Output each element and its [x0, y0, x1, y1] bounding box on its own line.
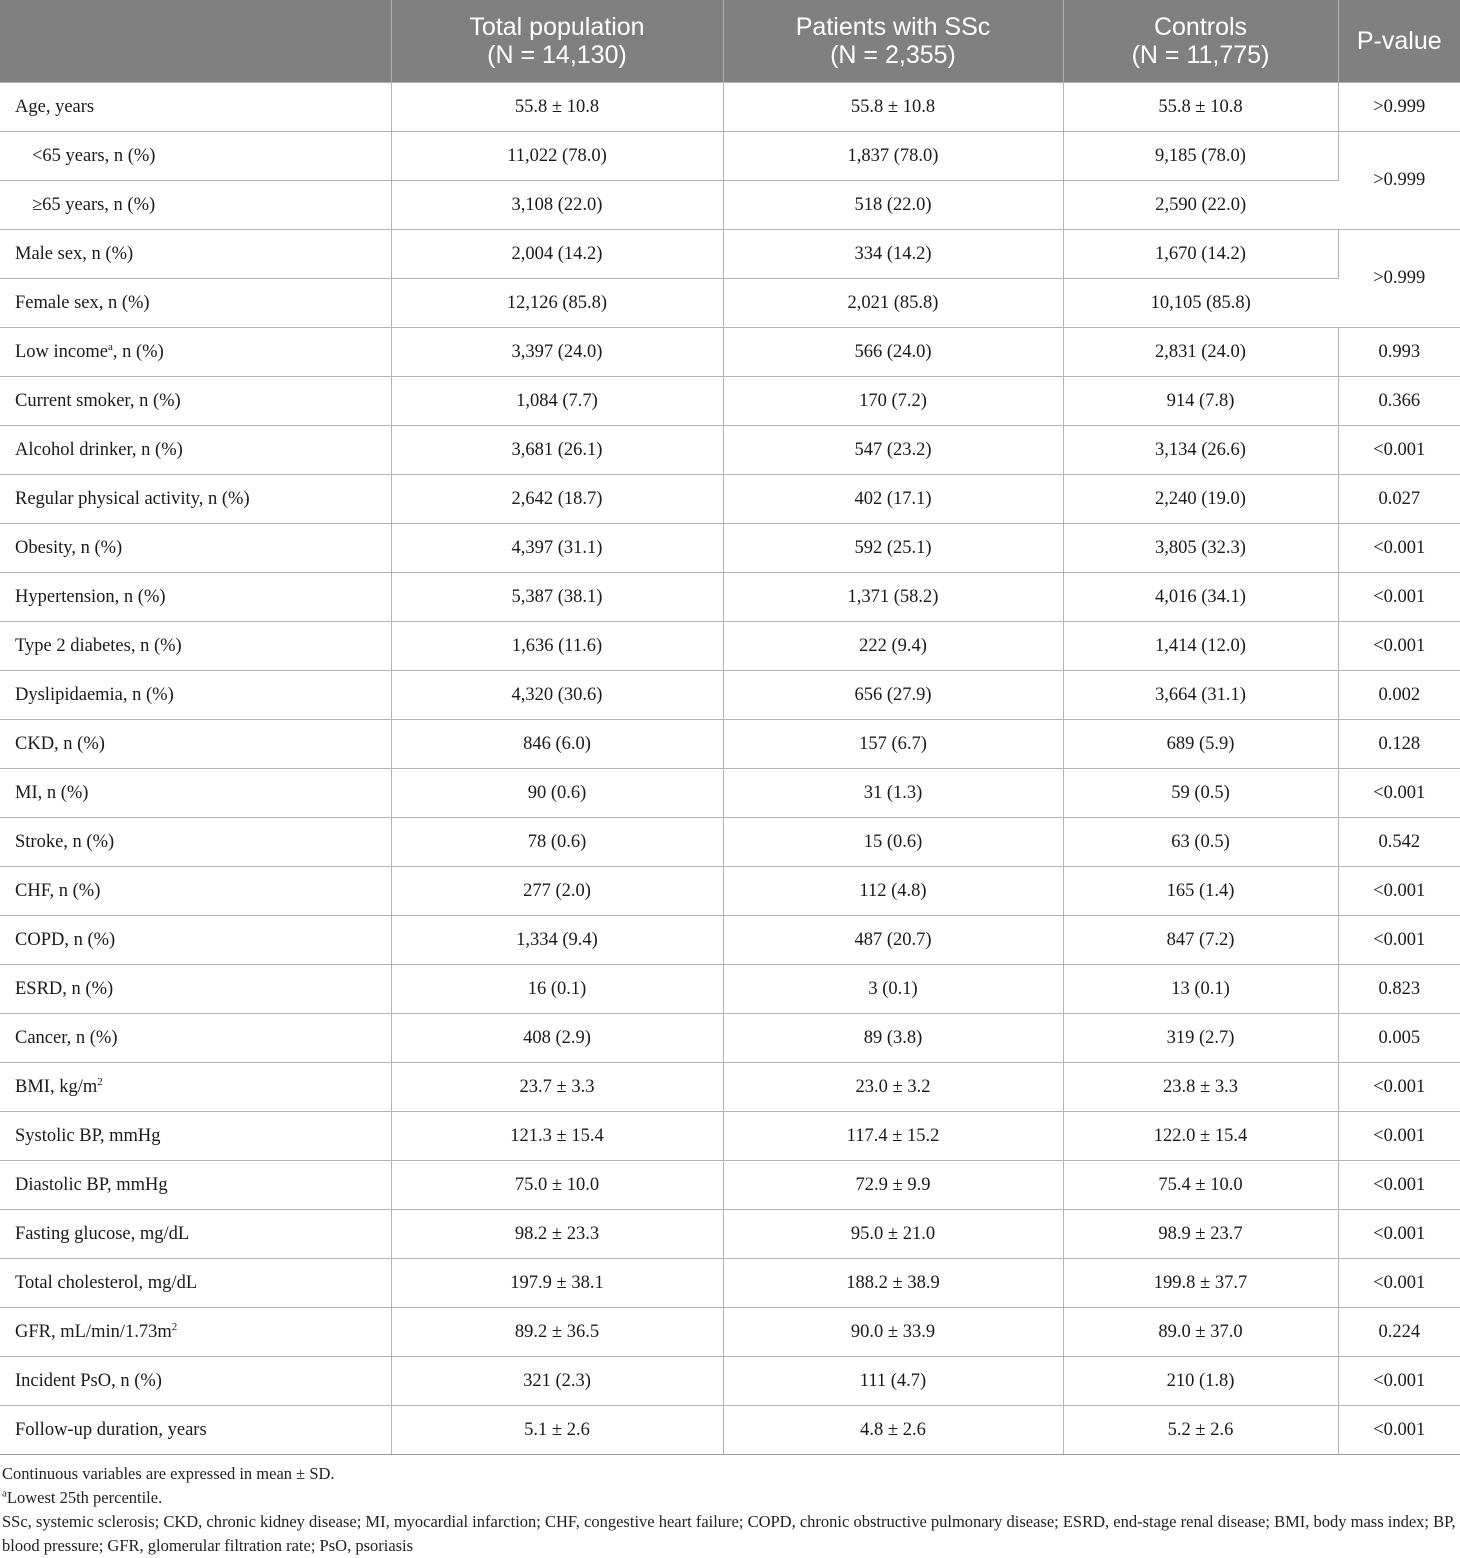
table-row [0, 1357, 1460, 1406]
row-label: Fasting glucose, mg/dL [0, 1210, 391, 1259]
cell-total: 5.1 ± 2.6 [391, 1406, 723, 1455]
cell-controls: 1,670 (14.2) [1063, 230, 1338, 279]
table-row [0, 181, 1460, 230]
cell-total: 3,108 (22.0) [391, 181, 723, 230]
cell-ssc: 566 (24.0) [723, 328, 1063, 377]
table-row [0, 1259, 1460, 1308]
cell-ssc: 188.2 ± 38.9 [723, 1259, 1063, 1308]
table-row [0, 573, 1460, 622]
table-row [0, 720, 1460, 769]
cell-ssc: 117.4 ± 15.2 [723, 1112, 1063, 1161]
cell-controls: 75.4 ± 10.0 [1063, 1161, 1338, 1210]
row-label: Low income$^a$, n (%) [0, 328, 391, 377]
cell-p-value: >0.999 [1338, 230, 1460, 328]
cell-controls: 9,185 (78.0) [1063, 132, 1338, 181]
footnote-low-income: $^a$Lowest 25th percentile. [2, 1487, 163, 1507]
row-label: Obesity, n (%) [0, 524, 391, 573]
cell-controls: 689 (5.9) [1063, 720, 1338, 769]
cell-ssc: 4.8 ± 2.6 [723, 1406, 1063, 1455]
table-header-row [0, 0, 1460, 83]
cell-controls: 2,590 (22.0) [1063, 181, 1338, 230]
cell-total: 408 (2.9) [391, 1014, 723, 1063]
cell-total: 1,084 (7.7) [391, 377, 723, 426]
cell-controls: 2,240 (19.0) [1063, 475, 1338, 524]
cell-controls: 10,105 (85.8) [1063, 279, 1338, 328]
cell-total: 5,387 (38.1) [391, 573, 723, 622]
table-row [0, 1112, 1460, 1161]
row-label: <65 years, n (%) [0, 132, 391, 181]
table-row [0, 377, 1460, 426]
table-row [0, 1161, 1460, 1210]
cell-total: 3,681 (26.1) [391, 426, 723, 475]
cell-p-value: <0.001 [1338, 1161, 1460, 1210]
cell-total: 3,397 (24.0) [391, 328, 723, 377]
cell-controls: 2,831 (24.0) [1063, 328, 1338, 377]
cell-total: 846 (6.0) [391, 720, 723, 769]
cell-total: 1,636 (11.6) [391, 622, 723, 671]
cell-ssc: 656 (27.9) [723, 671, 1063, 720]
cell-controls: 89.0 ± 37.0 [1063, 1308, 1338, 1357]
cell-ssc: 157 (6.7) [723, 720, 1063, 769]
cell-total: 55.8 ± 10.8 [391, 83, 723, 132]
cell-controls: 98.9 ± 23.7 [1063, 1210, 1338, 1259]
footnote-marker: a [108, 340, 113, 353]
header-patients-with-ssc: Patients with SSc (N = 2,355) [723, 0, 1063, 83]
cell-p-value: <0.001 [1338, 916, 1460, 965]
cell-p-value: 0.128 [1338, 720, 1460, 769]
cell-p-value: <0.001 [1338, 1259, 1460, 1308]
superscript: 2 [171, 1320, 178, 1333]
row-label: Female sex, n (%) [0, 279, 391, 328]
table-row [0, 671, 1460, 720]
cell-controls: 13 (0.1) [1063, 965, 1338, 1014]
cell-ssc: 334 (14.2) [723, 230, 1063, 279]
cell-total: 12,126 (85.8) [391, 279, 723, 328]
cell-controls: 5.2 ± 2.6 [1063, 1406, 1338, 1455]
cell-p-value: >0.999 [1338, 83, 1460, 132]
table-row [0, 965, 1460, 1014]
cell-p-value: 0.993 [1338, 328, 1460, 377]
row-label: CKD, n (%) [0, 720, 391, 769]
table-row [0, 818, 1460, 867]
cell-controls: 1,414 (12.0) [1063, 622, 1338, 671]
cell-total: 89.2 ± 36.5 [391, 1308, 723, 1357]
cell-p-value: 0.542 [1338, 818, 1460, 867]
cell-p-value: <0.001 [1338, 524, 1460, 573]
cell-total: 121.3 ± 15.4 [391, 1112, 723, 1161]
row-label: Stroke, n (%) [0, 818, 391, 867]
row-label: Systolic BP, mmHg [0, 1112, 391, 1161]
cell-controls: 122.0 ± 15.4 [1063, 1112, 1338, 1161]
row-label: Regular physical activity, n (%) [0, 475, 391, 524]
cell-controls: 165 (1.4) [1063, 867, 1338, 916]
table-row [0, 1063, 1460, 1112]
cell-p-value: <0.001 [1338, 426, 1460, 475]
cell-controls: 4,016 (34.1) [1063, 573, 1338, 622]
table-row [0, 132, 1460, 181]
cell-controls: 3,134 (26.6) [1063, 426, 1338, 475]
table-row [0, 475, 1460, 524]
cell-ssc: 23.0 ± 3.2 [723, 1063, 1063, 1112]
cell-ssc: 1,837 (78.0) [723, 132, 1063, 181]
row-label: BMI, $kg/m^2$ [0, 1063, 391, 1112]
header-variable [0, 0, 391, 83]
row-label: Age, years [0, 83, 391, 132]
row-label: Incident PsO, n (%) [0, 1357, 391, 1406]
footnote-marker: a [2, 1487, 7, 1500]
cell-ssc: 518 (22.0) [723, 181, 1063, 230]
cell-controls: 63 (0.5) [1063, 818, 1338, 867]
cell-total: 16 (0.1) [391, 965, 723, 1014]
table-row [0, 279, 1460, 328]
cell-controls: 3,805 (32.3) [1063, 524, 1338, 573]
cell-total: 4,320 (30.6) [391, 671, 723, 720]
cell-p-value: >0.999 [1338, 132, 1460, 230]
cell-ssc: 112 (4.8) [723, 867, 1063, 916]
table-row [0, 328, 1460, 377]
cell-p-value: <0.001 [1338, 1210, 1460, 1259]
cell-p-value: <0.001 [1338, 867, 1460, 916]
cell-controls: 319 (2.7) [1063, 1014, 1338, 1063]
row-label: COPD, n (%) [0, 916, 391, 965]
table-row [0, 1406, 1460, 1455]
row-label: Alcohol drinker, n (%) [0, 426, 391, 475]
cell-p-value: <0.001 [1338, 573, 1460, 622]
cell-total: 197.9 ± 38.1 [391, 1259, 723, 1308]
header-p-value: P-value [1338, 0, 1460, 83]
cell-ssc: 89 (3.8) [723, 1014, 1063, 1063]
cell-controls: 847 (7.2) [1063, 916, 1338, 965]
cell-p-value: <0.001 [1338, 1357, 1460, 1406]
cell-p-value: 0.366 [1338, 377, 1460, 426]
cell-controls: 55.8 ± 10.8 [1063, 83, 1338, 132]
cell-ssc: 170 (7.2) [723, 377, 1063, 426]
cell-ssc: 547 (23.2) [723, 426, 1063, 475]
cell-controls: 914 (7.8) [1063, 377, 1338, 426]
row-label: MI, n (%) [0, 769, 391, 818]
row-label: Hypertension, n (%) [0, 573, 391, 622]
cell-p-value: <0.001 [1338, 1406, 1460, 1455]
row-label: Total cholesterol, mg/dL [0, 1259, 391, 1308]
row-label: Follow-up duration, years [0, 1406, 391, 1455]
cell-controls: 3,664 (31.1) [1063, 671, 1338, 720]
cell-p-value: <0.001 [1338, 769, 1460, 818]
row-label: Diastolic BP, mmHg [0, 1161, 391, 1210]
superscript: 2 [97, 1075, 103, 1088]
cell-total: 277 (2.0) [391, 867, 723, 916]
cell-total: 75.0 ± 10.0 [391, 1161, 723, 1210]
table-row [0, 1210, 1460, 1259]
table-row [0, 1014, 1460, 1063]
row-label: Male sex, n (%) [0, 230, 391, 279]
cell-p-value: <0.001 [1338, 1063, 1460, 1112]
cell-total: 11,022 (78.0) [391, 132, 723, 181]
row-label: GFR, $mL/\min/1.73m^2$ [0, 1308, 391, 1357]
cell-ssc: 487 (20.7) [723, 916, 1063, 965]
cell-total: 2,004 (14.2) [391, 230, 723, 279]
cell-ssc: 592 (25.1) [723, 524, 1063, 573]
cell-ssc: 55.8 ± 10.8 [723, 83, 1063, 132]
cell-ssc: 90.0 ± 33.9 [723, 1308, 1063, 1357]
cell-ssc: 31 (1.3) [723, 769, 1063, 818]
table-row [0, 83, 1460, 132]
cell-total: 321 (2.3) [391, 1357, 723, 1406]
cell-total: 2,642 (18.7) [391, 475, 723, 524]
cell-p-value: <0.001 [1338, 622, 1460, 671]
cell-ssc: 95.0 ± 21.0 [723, 1210, 1063, 1259]
cell-ssc: 402 (17.1) [723, 475, 1063, 524]
table-footnotes [0, 1455, 1460, 1558]
row-label: Type 2 diabetes, n (%) [0, 622, 391, 671]
table-row [0, 524, 1460, 573]
footnote-continuous: Continuous variables are expressed in mean ± SD. [2, 1464, 335, 1483]
cell-total: 90 (0.6) [391, 769, 723, 818]
cell-ssc: 111 (4.7) [723, 1357, 1063, 1406]
table-row [0, 230, 1460, 279]
cell-controls: 23.8 ± 3.3 [1063, 1063, 1338, 1112]
cell-p-value: 0.823 [1338, 965, 1460, 1014]
cell-total: 98.2 ± 23.3 [391, 1210, 723, 1259]
cell-p-value: 0.027 [1338, 475, 1460, 524]
table-row [0, 916, 1460, 965]
cell-ssc: 3 (0.1) [723, 965, 1063, 1014]
cell-controls: 199.8 ± 37.7 [1063, 1259, 1338, 1308]
cell-p-value: 0.002 [1338, 671, 1460, 720]
cell-total: 78 (0.6) [391, 818, 723, 867]
row-label: Cancer, n (%) [0, 1014, 391, 1063]
header-controls: Controls (N = 11,775) [1063, 0, 1338, 83]
table-row [0, 769, 1460, 818]
cell-total: 23.7 ± 3.3 [391, 1063, 723, 1112]
cell-p-value: <0.001 [1338, 1112, 1460, 1161]
cell-ssc: 222 (9.4) [723, 622, 1063, 671]
cell-ssc: 72.9 ± 9.9 [723, 1161, 1063, 1210]
row-label: Dyslipidaemia, n (%) [0, 671, 391, 720]
row-label: Current smoker, n (%) [0, 377, 391, 426]
cell-ssc: 2,021 (85.8) [723, 279, 1063, 328]
table-row [0, 867, 1460, 916]
header-total-population: Total population (N = 14,130) [391, 0, 723, 83]
cell-controls: 59 (0.5) [1063, 769, 1338, 818]
row-label: ESRD, n (%) [0, 965, 391, 1014]
table-row [0, 1308, 1460, 1357]
cell-ssc: 1,371 (58.2) [723, 573, 1063, 622]
cell-ssc: 15 (0.6) [723, 818, 1063, 867]
cell-controls: 210 (1.8) [1063, 1357, 1338, 1406]
table-row [0, 622, 1460, 671]
cell-total: 4,397 (31.1) [391, 524, 723, 573]
table-row [0, 426, 1460, 475]
footnote-abbreviations: SSc, systemic sclerosis; CKD, chronic kidney disease; MI, myocardial infarction; CHF, congestive heart failure; COPD, chronic obstructive pulmonary disease; ESRD, end-stage renal disease; BMI, body mass index; BP, blood pressure; GFR, glomerular filtration rate; PsO, psoriasis [2, 1512, 1456, 1555]
cell-total: 1,334 (9.4) [391, 916, 723, 965]
row-label: CHF, n (%) [0, 867, 391, 916]
row-label: ≥65 years, n (%) [0, 181, 391, 230]
cell-p-value: 0.005 [1338, 1014, 1460, 1063]
cell-p-value: 0.224 [1338, 1308, 1460, 1357]
